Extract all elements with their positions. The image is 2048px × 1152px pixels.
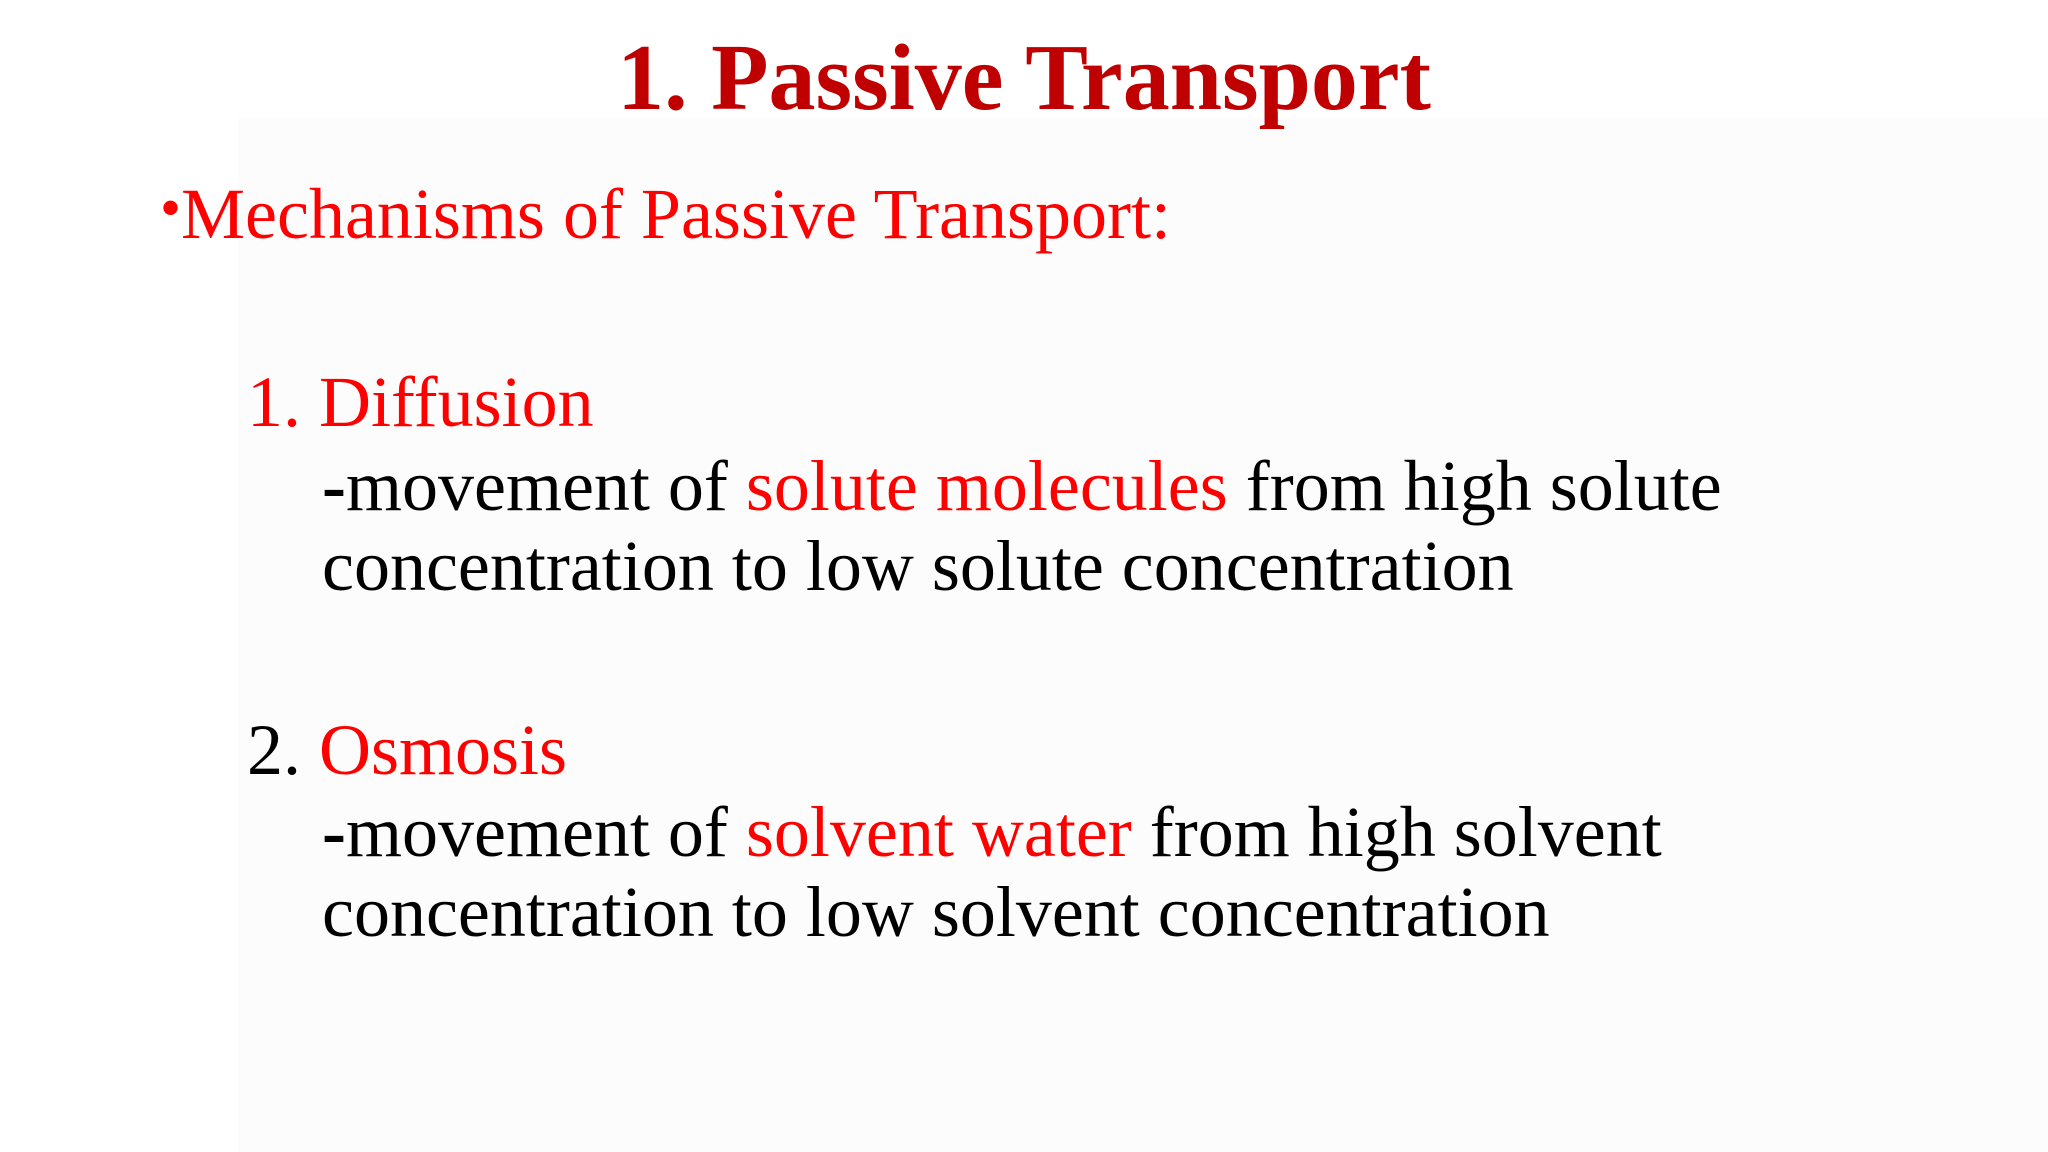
item-osmosis-line-1 [322,792,1662,872]
desc-highlight: solvent water [745,792,1132,872]
item-number: 1. [247,362,301,442]
bullet-marker: • [160,175,182,241]
bullet-heading-text: Mechanisms of Passive Transport: [181,174,1172,254]
dash-marker: - [322,446,346,526]
dash-marker: - [322,792,346,872]
slide-title: 1. Passive Transport [617,26,1431,130]
bullet-heading [160,158,1171,264]
item-osmosis-line-2: concentration to low solvent concentration [322,872,1550,952]
desc-text: movement of [345,792,746,872]
desc-text: movement of [345,446,746,526]
content-panel [238,118,2048,1152]
item-diffusion-heading [247,356,594,448]
desc-text: from high solute [1227,446,1722,526]
desc-text: from high solvent [1131,792,1662,872]
item-number: 2. [247,710,301,790]
item-diffusion-line-1 [322,446,1722,526]
item-term: Diffusion [319,362,594,442]
item-term: Osmosis [319,710,568,790]
item-osmosis-heading [247,704,567,796]
desc-highlight: solute molecules [745,446,1228,526]
item-diffusion-line-2: concentration to low solute concentration [322,526,1514,606]
